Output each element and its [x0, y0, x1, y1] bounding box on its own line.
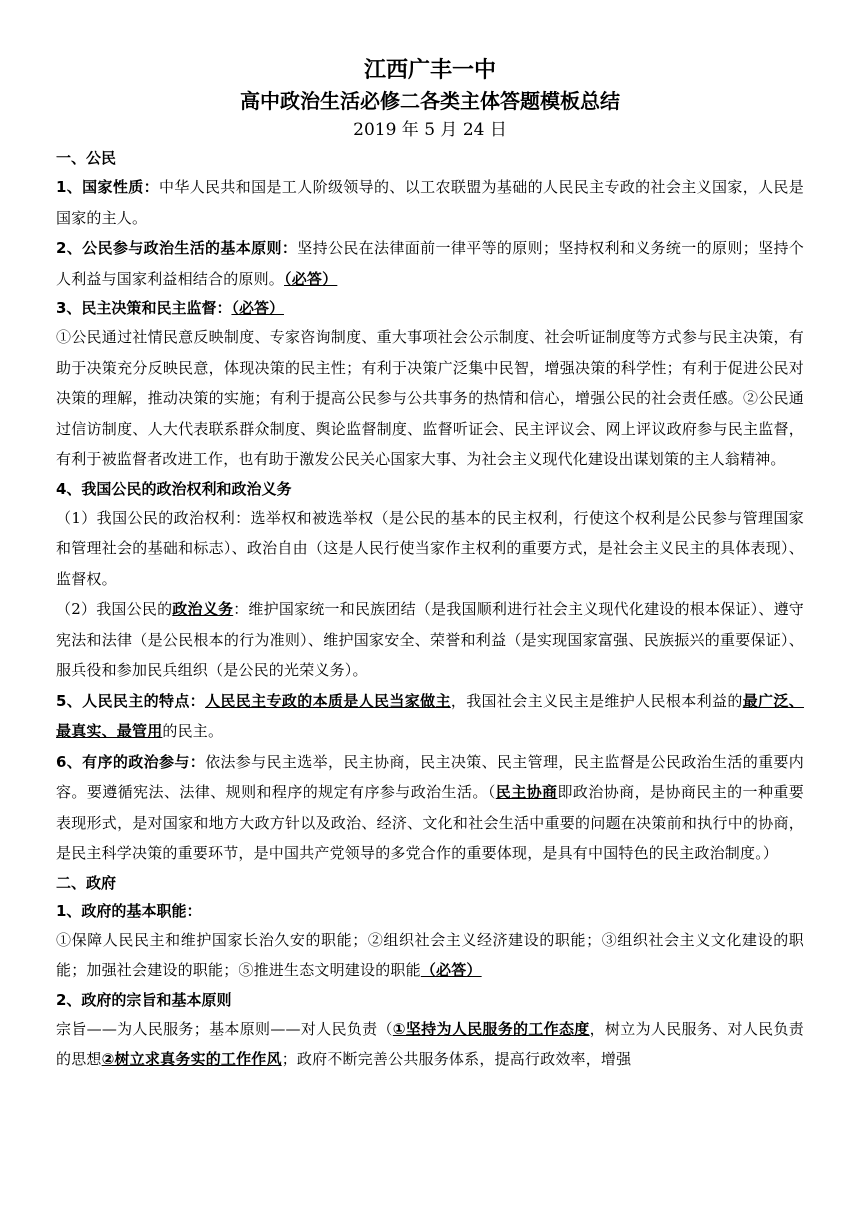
document-title: 高中政治生活必修二各类主体答题模板总结	[240, 89, 620, 113]
paragraph-label: 1、国家性质：	[56, 178, 159, 196]
school-name: 江西广丰一中	[363, 58, 496, 83]
paragraph-text: ：维护国家统一和民族团结（是我国顺利进行社会主义现代化建设的根本保证）、遵守宪法和法律（是公民根本的行为准则）、维护国家安全、荣誉和利益（是实现国家富强、民族振兴的重要保证）、服兵役和参加民兵组织（是公民的光荣义务）。	[56, 600, 804, 679]
section-heading-citizen: 一、公民	[56, 149, 117, 167]
paragraph-gov-functions-heading: 1、政府的基本职能：	[56, 901, 202, 920]
paragraph-label: 3、民主决策和民主监督：	[56, 299, 232, 317]
keyword: 民主协商	[495, 783, 558, 801]
paragraph-text: ，我国社会主义民主是维护人民根本利益的	[450, 691, 743, 710]
keyword: ②树立求真务实的工作作风	[101, 1050, 282, 1068]
keyword: 最广泛、最真实、最管用	[56, 691, 804, 740]
paragraph-text: ①保障人民民主和维护国家长治久安的职能；②组织社会主义经济建设的职能；③组织社会主义文化建设的职能；加强社会建设的职能；⑤推进生态文明建设的职能	[56, 930, 804, 979]
keyword: ①坚持为人民服务的工作态度	[392, 1019, 590, 1038]
keyword: 人民民主专政的本质是人民当家做主	[205, 691, 451, 710]
paragraph-state-nature	[56, 172, 804, 233]
paragraph-people-democracy	[56, 686, 804, 747]
paragraph-label: 6、有序的政治参与：	[56, 752, 206, 771]
paragraph-basic-principles	[56, 233, 804, 294]
paragraph-label: 2、公民参与政治生活的基本原则：	[56, 239, 298, 257]
required-tag: （必答）	[420, 961, 482, 979]
paragraph-gov-functions	[56, 925, 804, 986]
required-tag: （必答）	[231, 299, 284, 317]
paragraph-text: 的民主。	[162, 722, 224, 740]
document-date: 2019 年 5 月 24 日	[353, 120, 507, 140]
paragraph-text: ，树立为人民服务、对人民负责的思想	[56, 1019, 804, 1068]
paragraph-text: ；政府不断完善公共服务体系，提高行政效率，增强	[281, 1050, 632, 1068]
paragraph-orderly-participation	[56, 747, 804, 869]
paragraph-political-rights: （1）我国公民的政治权利：选举权和被选举权（是公民的基本的民主权利，行使这个权利是公民参与管理国家和管理社会的基础和标志）、政治自由（这是人民行使当家作主权利的重要方式，是社会主义民主的具体表现）、监督权。	[56, 508, 804, 588]
paragraph-gov-purpose	[56, 1014, 804, 1075]
paragraph-label: 5、人民民主的特点：	[56, 691, 206, 710]
paragraph-gov-purpose-heading: 2、政府的宗旨和基本原则	[56, 990, 232, 1009]
required-tag: （必答）	[284, 269, 338, 288]
paragraph-text: 坚持公民在法律面前一律平等的原则；坚持权利和义务统一的原则；坚持个人利益与国家利益相结合的原则。	[56, 239, 805, 288]
paragraph-rights-duties-heading: 4、我国公民的政治权利和政治义务	[56, 479, 292, 498]
paragraph-text: 即政治协商，是协商民主的一种重要表现形式，是对国家和地方大政方针以及政治、经济、文化和社会生活中重要的问题在决策前和执行中的协商，是民主科学决策的重要环节，是中国共产党领导的多党合作的重要体现，是具有中国特色的民主政治制度。）	[56, 783, 805, 862]
paragraph-text: 依法参与民主选举，民主协商，民主决策、民主管理，民主监督是公民政治生活的重要内容。要遵循宪法、法律、规则和程序的规定有序参与政治生活。（	[56, 752, 804, 801]
paragraph-democratic-decision-heading	[56, 294, 804, 322]
paragraph-text: 宗旨——为人民服务；基本原则——对人民负责（	[56, 1019, 393, 1038]
keyword: 政治义务	[172, 600, 234, 618]
section-heading-government: 二、政府	[56, 873, 117, 892]
paragraph-political-duties	[56, 594, 804, 686]
paragraph-text: （2）我国公民的	[56, 600, 173, 618]
paragraph-democratic-decision: ①公民通过社情民意反映制度、专家咨询制度、重大事项社会公示制度、社会听证制度等方式参与民主决策，有助于决策充分反映民意，体现决策的民主性；有利于决策广泛集中民智，增强决策的科学性；有利于促进公民对决策的理解，推动决策的实施；有利于提高公民参与公共事务的热情和信心，增强公民的社会责任感。②公民通过信访制度、人大代表联系群众制度、舆论监督制度、监督听证会、民主评议会、网上评议政府参与民主监督，有利于被监督者改进工作，也有助于激发公民关心国家大事、为社会主义现代化建设出谋划策的主人翁精神。	[56, 328, 804, 468]
paragraph-text: 中华人民共和国是工人阶级领导的、以工农联盟为基础的人民民主专政的社会主义国家，人民是国家的主人。	[56, 178, 804, 227]
